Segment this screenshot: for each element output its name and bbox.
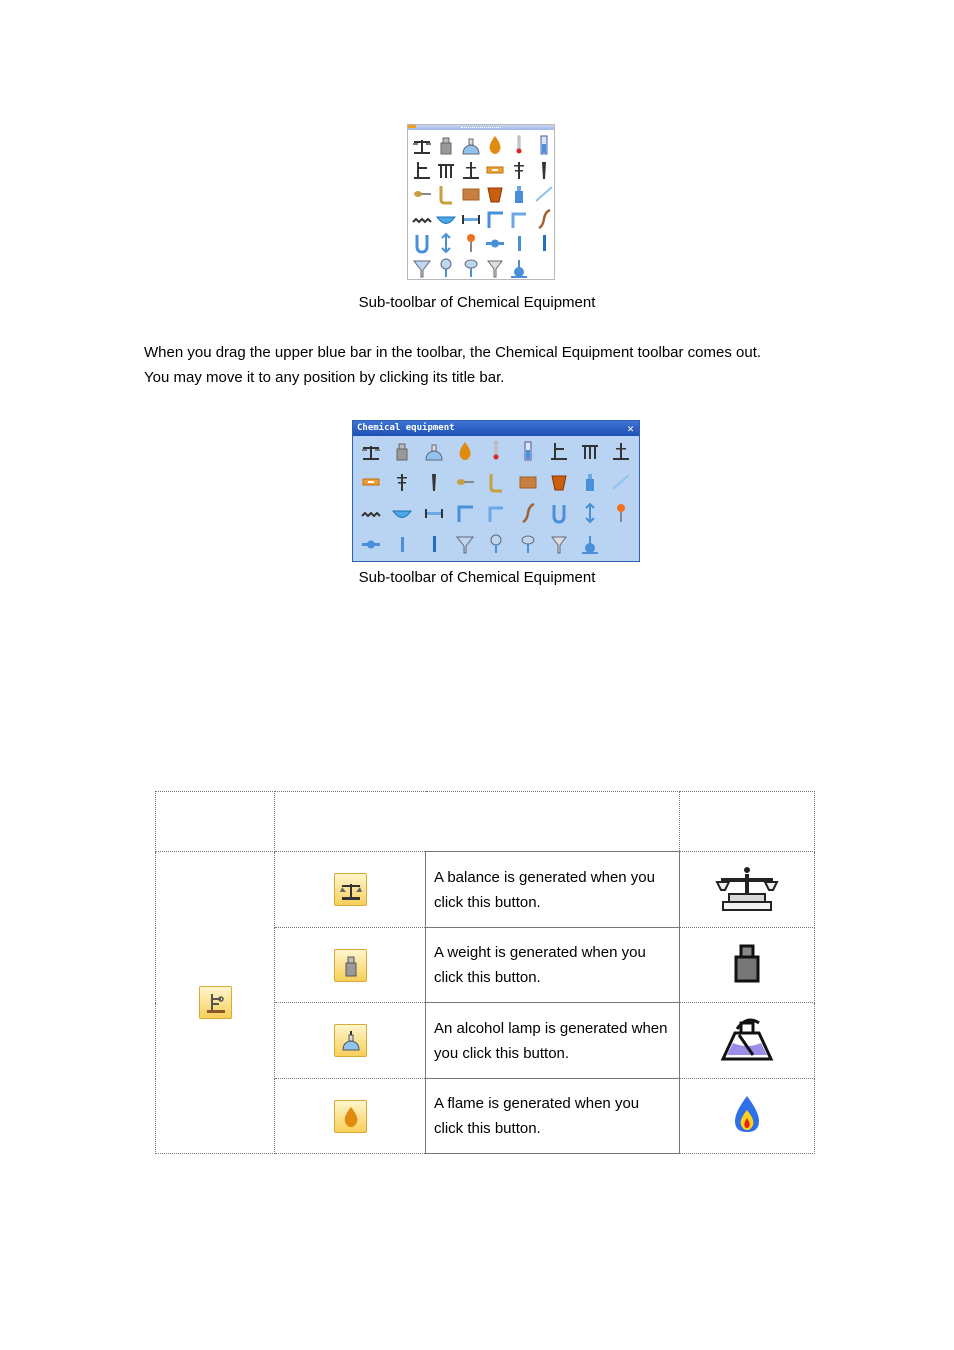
toolbar-rack-icon[interactable]: [508, 159, 530, 181]
equipment-table: [155, 791, 815, 1154]
toolbar-tripod-icon[interactable]: [435, 159, 457, 181]
toolbar-crucible-icon[interactable]: [484, 183, 506, 205]
toolbar-stick2-icon[interactable]: [533, 232, 555, 254]
toolbar-bottle-icon[interactable]: [579, 471, 601, 493]
toolbar-lamp-icon[interactable]: [423, 440, 445, 462]
toolbar-bfunnel-icon[interactable]: [484, 257, 506, 279]
toolbar-utube-icon[interactable]: [548, 502, 570, 524]
toolbar-valve-icon[interactable]: [360, 533, 382, 555]
toolbar-sepfunnel-icon[interactable]: [485, 533, 507, 555]
toolbar-dtube-icon[interactable]: [435, 232, 457, 254]
toolbar-title-bar[interactable]: [353, 421, 639, 436]
toolbar-sepfunnel2-icon[interactable]: [460, 257, 482, 279]
description-alcohol-lamp: An alcohol lamp is generated when you click this button.: [426, 1003, 680, 1079]
toolbar-tripod-icon[interactable]: [579, 440, 601, 462]
preview-cell-flame: [680, 1079, 815, 1154]
toolbar-board-icon[interactable]: [517, 471, 539, 493]
toolbar-stube-icon[interactable]: [517, 502, 539, 524]
toolbar-gauze-icon[interactable]: [484, 159, 506, 181]
toolbar-dish-icon[interactable]: [435, 208, 457, 230]
toolbar-weight-icon[interactable]: [391, 440, 413, 462]
toolbar-funnel-icon[interactable]: [454, 533, 476, 555]
toolbar-sepfunnel2-icon[interactable]: [517, 533, 539, 555]
toolbar-dropper-icon[interactable]: [460, 232, 482, 254]
toolbar-title: Chemical equipment: [357, 423, 455, 433]
toolbar-lamp-icon[interactable]: [460, 134, 482, 156]
toolbar-board-icon[interactable]: [460, 183, 482, 205]
toolbar-flame-icon[interactable]: [484, 134, 506, 156]
toolbar-balance-icon[interactable]: [360, 440, 382, 462]
toolbar-dropper-icon[interactable]: [610, 502, 632, 524]
toolbar-stand2-icon[interactable]: [460, 159, 482, 181]
toolbar-spoon-icon[interactable]: [454, 471, 476, 493]
weight-button[interactable]: [334, 949, 367, 982]
toolbar-scoop-icon[interactable]: [435, 183, 457, 205]
toolbar-funnel-icon[interactable]: [411, 257, 433, 279]
description-balance: A balance is generated when you click this button.: [426, 852, 680, 928]
header-cell-1: [156, 792, 275, 852]
balance-button[interactable]: [334, 873, 367, 906]
alcohol-lamp-icon: [717, 1015, 777, 1063]
group-cell: [156, 852, 275, 1154]
paragraph-line-2: You may move it to any position by clicking its title bar.: [144, 369, 505, 386]
header-cell-3: [680, 792, 815, 852]
flame-button[interactable]: [334, 1100, 367, 1133]
toolbar-drag-bar[interactable]: [408, 125, 554, 130]
toolbar-rack-icon[interactable]: [391, 471, 413, 493]
toolbar-stand-icon[interactable]: [411, 159, 433, 181]
toolbar-wavy-icon[interactable]: [411, 208, 433, 230]
toolbar-rod-icon[interactable]: [533, 183, 555, 205]
button-cell-balance: [275, 852, 426, 928]
docked-equipment-toolbar: [407, 124, 555, 280]
toolbar-weight-icon[interactable]: [435, 134, 457, 156]
preview-cell-alcohol-lamp: [680, 1003, 815, 1079]
iron-stand-icon[interactable]: [199, 986, 232, 1019]
toolbar-bfunnel-icon[interactable]: [548, 533, 570, 555]
caption-floating-toolbar: Sub-toolbar of Chemical Equipment: [358, 569, 596, 586]
toolbar-utube-icon[interactable]: [411, 232, 433, 254]
toolbar-cylinder-icon[interactable]: [517, 440, 539, 462]
toolbar-kipp-icon[interactable]: [579, 533, 601, 555]
toolbar-gauze-icon[interactable]: [360, 471, 382, 493]
button-cell-alcohol-lamp: [275, 1003, 426, 1079]
toolbar-flame-icon[interactable]: [454, 440, 476, 462]
toolbar-rod-icon[interactable]: [610, 471, 632, 493]
preview-cell-balance: [680, 852, 815, 928]
toolbar-htube-icon[interactable]: [460, 208, 482, 230]
toolbar-crucible-icon[interactable]: [548, 471, 570, 493]
toolbar-elbow-icon[interactable]: [454, 502, 476, 524]
toolbar-dish-icon[interactable]: [391, 502, 413, 524]
caption-docked-toolbar: Sub-toolbar of Chemical Equipment: [358, 294, 596, 311]
toolbar-kipp-icon[interactable]: [508, 257, 530, 279]
toolbar-bottle-icon[interactable]: [508, 183, 530, 205]
toolbar-stick-icon[interactable]: [391, 533, 413, 555]
toolbar-sepfunnel-icon[interactable]: [435, 257, 457, 279]
paragraph: [144, 340, 844, 390]
toolbar-elbow-icon[interactable]: [484, 208, 506, 230]
alcohol-lamp-button[interactable]: [334, 1024, 367, 1057]
floating-equipment-toolbar: [352, 420, 640, 562]
toolbar-elbow2-icon[interactable]: [508, 208, 530, 230]
description-flame: A flame is generated when you click this button.: [426, 1079, 680, 1154]
toolbar-dtube-icon[interactable]: [579, 502, 601, 524]
paragraph-line-1: When you drag the upper blue bar in the toolbar, the Chemical Equipment toolbar comes out.: [144, 344, 762, 361]
toolbar-cylinder-icon[interactable]: [533, 134, 555, 156]
toolbar-stube-icon[interactable]: [533, 208, 555, 230]
close-icon[interactable]: ✕: [627, 422, 634, 435]
toolbar-thermo-icon[interactable]: [485, 440, 507, 462]
toolbar-elbow2-icon[interactable]: [485, 502, 507, 524]
toolbar-stick2-icon[interactable]: [423, 533, 445, 555]
header-cell-2: [275, 792, 680, 852]
weight-icon: [732, 943, 762, 983]
flame-icon: [733, 1094, 761, 1134]
toolbar-spoon-icon[interactable]: [411, 183, 433, 205]
button-cell-flame: [275, 1079, 426, 1154]
toolbar-scoop-icon[interactable]: [485, 471, 507, 493]
toolbar-stick-icon[interactable]: [508, 232, 530, 254]
description-weight: A weight is generated when you click this button.: [426, 928, 680, 1003]
toolbar-thermo-icon[interactable]: [508, 134, 530, 156]
balance-icon: [715, 864, 779, 912]
toolbar-stand-icon[interactable]: [548, 440, 570, 462]
toolbar-htube-icon[interactable]: [423, 502, 445, 524]
toolbar-wavy-icon[interactable]: [360, 502, 382, 524]
toolbar-valve-icon[interactable]: [484, 232, 506, 254]
toolbar-balance-icon[interactable]: [411, 134, 433, 156]
toolbar-pestle-icon[interactable]: [533, 159, 555, 181]
preview-cell-weight: [680, 928, 815, 1003]
toolbar-stand2-icon[interactable]: [610, 440, 632, 462]
toolbar-pestle-icon[interactable]: [423, 471, 445, 493]
button-cell-weight: [275, 928, 426, 1003]
